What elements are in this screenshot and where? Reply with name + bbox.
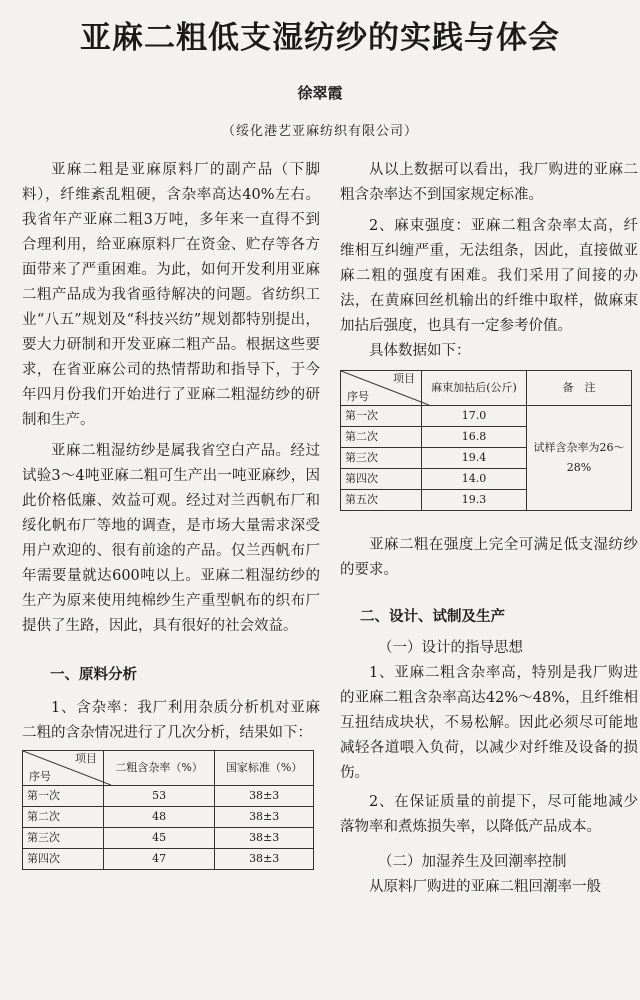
row-order: 第四次 — [341, 469, 422, 490]
paper-title: 亚麻二粗低支湿纺纱的实践与体会 — [80, 20, 560, 56]
row-order: 第四次 — [23, 849, 104, 870]
table-row — [341, 406, 632, 427]
cell-value: 47 — [104, 849, 215, 870]
cell-value: 38±3 — [215, 807, 314, 828]
table-corner-header — [23, 751, 104, 786]
paragraph-product: 亚麻二粗湿纺纱是属我省空白产品。经过试验3～4吨亚麻二粗可生产出一吨亚麻纱，因此价格低廉、效益可观。经过对兰西帆布厂和绥化帆布厂等地的调查，是市场大量需求深受用户欢迎的、很有前途的产品。仅兰西帆布厂年需要量就达600吨以上。亚麻二粗湿纺纱的生产为原来使用纯棉纱生产重型帆布的织布厂提供了生路，因此，具有很好的社会效益。 — [22, 443, 320, 634]
header-item-label: 项目 — [75, 752, 97, 765]
author-name: 徐翠霞 — [297, 84, 343, 102]
column-header: 麻束加拈后(公斤) — [422, 371, 527, 406]
table-row — [23, 807, 314, 828]
cell-value: 17.0 — [422, 406, 527, 427]
cell-value: 45 — [104, 828, 215, 849]
impurity-table — [22, 750, 314, 870]
column-header: 备 注 — [527, 371, 632, 406]
row-order: 第一次 — [23, 786, 104, 807]
cell-value: 19.4 — [422, 448, 527, 469]
paragraph-guiding-1: 1、亚麻二粗含杂率高，特别是我厂购进的亚麻二粗含杂率高达42%～48%，且纤维相互扭结成块状，不易松解。因此必须尽可能地减轻各道喂入负荷，以减少对纤维及设备的损伤。 — [340, 665, 638, 781]
paragraph-data-intro: 具体数据如下： — [369, 343, 471, 359]
row-order: 第二次 — [341, 427, 422, 448]
paragraph-conclusion-impurity: 从以上数据可以看出，我厂购进的亚麻二粗含杂率达不到国家规定标准。 — [340, 162, 638, 203]
row-order: 第一次 — [341, 406, 422, 427]
paragraph-strength: 2、麻束强度：亚麻二粗含杂率太高，纤维相互纠缠严重，无法组条，因此，直接做亚麻二粗的强度有困难。我们采用了间接的办法，在黄麻回丝机输出的纤维中取样，做麻束加拈后强度，也具有一定参考价值。 — [340, 218, 638, 334]
left-column — [22, 158, 320, 870]
column-header: 国家标准（%） — [215, 751, 314, 786]
right-column — [340, 158, 638, 900]
cell-value: 38±3 — [215, 828, 314, 849]
paragraph-impurity: 1、含杂率：我厂利用杂质分析机对亚麻二粗的含杂情况进行了几次分析，结果如下： — [22, 700, 320, 741]
cell-value: 19.3 — [422, 490, 527, 511]
section-heading-design: 二、设计、试制及生产 — [360, 609, 505, 625]
paragraph-guiding-2: 2、在保证质量的前提下，尽可能地减少落物率和煮炼损失率，以降低产品成本。 — [340, 794, 638, 835]
cell-value: 14.0 — [422, 469, 527, 490]
row-order: 第三次 — [341, 448, 422, 469]
row-order: 第五次 — [341, 490, 422, 511]
table-row — [23, 786, 314, 807]
header-order-label: 序号 — [29, 770, 51, 783]
cell-value: 38±3 — [215, 786, 314, 807]
note-cell: 试样含杂率为26～28% — [527, 406, 632, 511]
paragraph-humidity: 从原料厂购进的亚麻二粗回潮率一般 — [369, 879, 601, 895]
author-affiliation: （绥化港艺亚麻纺织有限公司） — [221, 124, 418, 139]
paragraph-intro: 亚麻二粗是亚麻原料厂的副产品（下脚料），纤维紊乱粗硬，含杂率高达40%左右。我省年产亚麻二粗3万吨，多年来一直得不到合理利用，给亚麻原料厂在资金、贮存等各方面带来了严重困难。为此，如何开发利用亚麻二粗产品成为我省亟待解决的问题。省纺织工业“八五”规划及“科技兴纺”规划都特别提出，要大力研制和开发亚麻二粗产品。根据这些要求，在省亚麻公司的热情帮助和指导下，于今年四月份我们开始进行了亚麻二粗湿纺纱的研制和生产。 — [22, 162, 320, 428]
cell-value: 53 — [104, 786, 215, 807]
cell-value: 16.8 — [422, 427, 527, 448]
paragraph-strength-conclusion: 亚麻二粗在强度上完全可满足低支湿纺纱的要求。 — [340, 537, 638, 578]
header-item-label: 项目 — [393, 372, 415, 385]
subsection-heading-humidity: （二）加湿养生及回潮率控制 — [378, 854, 567, 870]
cell-value: 38±3 — [215, 849, 314, 870]
row-order: 第二次 — [23, 807, 104, 828]
column-header: 二粗含杂率（%） — [104, 751, 215, 786]
table-corner-header — [341, 371, 422, 406]
header-order-label: 序号 — [347, 390, 369, 403]
subsection-heading-guiding: （一）设计的指导思想 — [378, 640, 523, 656]
row-order: 第三次 — [23, 828, 104, 849]
section-heading-material: 一、原料分析 — [50, 667, 137, 683]
strength-table — [340, 370, 632, 511]
cell-value: 48 — [104, 807, 215, 828]
table-row — [23, 849, 314, 870]
table-row — [23, 828, 314, 849]
